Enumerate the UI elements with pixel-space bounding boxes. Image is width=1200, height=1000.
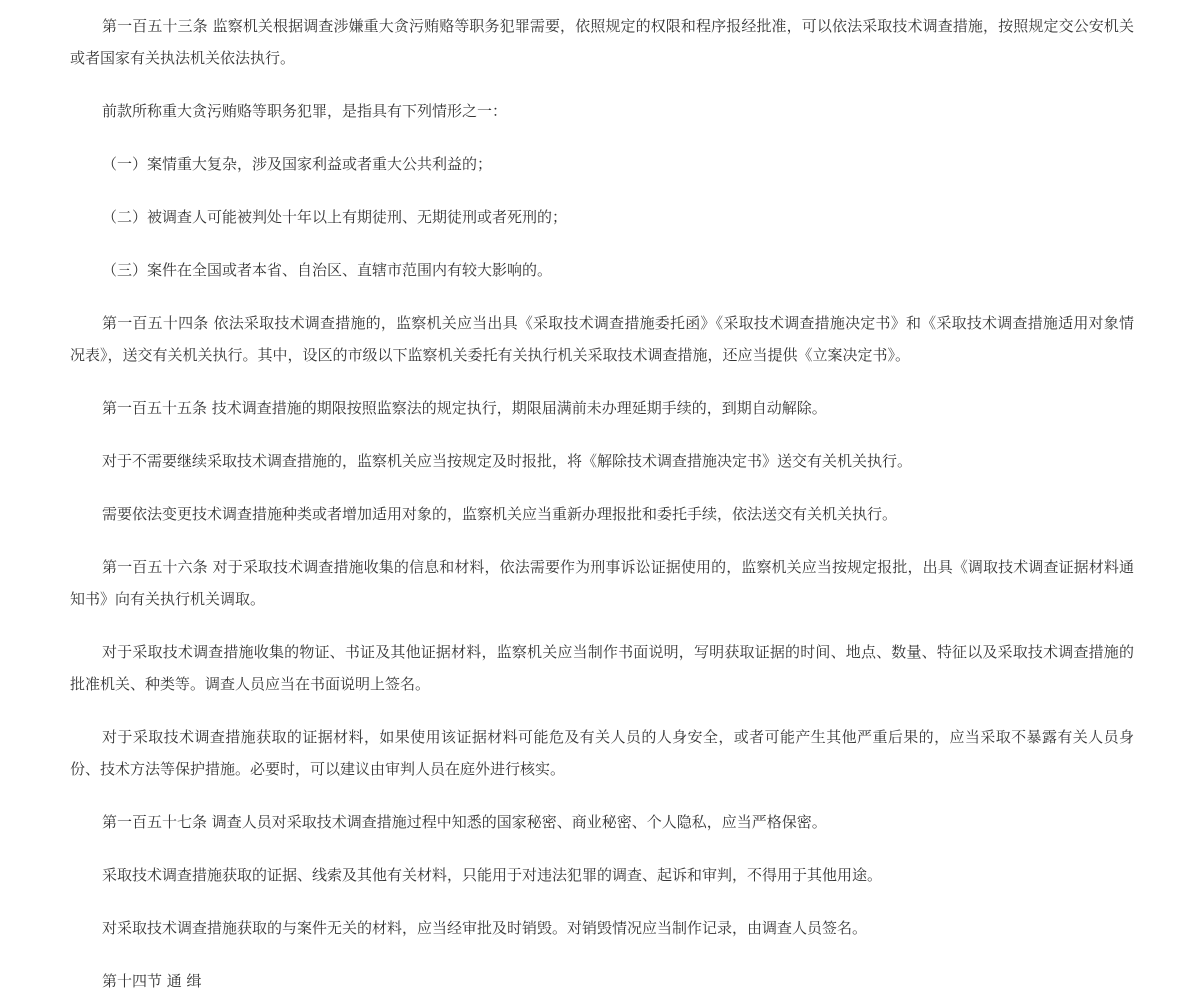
article-156-paragraph: 第一百五十六条 对于采取技术调查措施收集的信息和材料，依法需要作为刑事诉讼证据使用的，监察机关应当按规定报批，出具《调取技术调查证据材料通知书》向有关执行机关调取。: [70, 558, 1134, 608]
protection-measures-paragraph: 对于采取技术调查措施获取的证据材料，如果使用该证据材料可能危及有关人员的人身安全，或者可能产生其他严重后果的，应当采取不暴露有关人员身份、技术方法等保护措施。必要时，可以建议由审判人员在庭外进行核实。: [70, 728, 1134, 778]
written-statement-paragraph: 对于采取技术调查措施收集的物证、书证及其他证据材料，监察机关应当制作书面说明，写明获取证据的时间、地点、数量、特征以及采取技术调查措施的批准机关、种类等。调查人员应当在书面说明上签名。: [70, 643, 1134, 693]
destruction-paragraph: 对采取技术调查措施获取的与案件无关的材料，应当经审批及时销毁。对销毁情况应当制作记录，由调查人员签名。: [102, 919, 868, 937]
change-measures-paragraph: 需要依法变更技术调查措施种类或者增加适用对象的，监察机关应当重新办理报批和委托手续，依法送交有关机关执行。: [102, 505, 898, 523]
condition-item-2: （二）被调查人可能被判处十年以上有期徒刑、无期徒刑或者死刑的；: [102, 208, 568, 226]
section-heading: 第十四节 通 缉: [102, 972, 202, 990]
definition-paragraph: 前款所称重大贪污贿赂等职务犯罪，是指具有下列情形之一：: [102, 102, 508, 120]
usage-limit-paragraph: 采取技术调查措施获取的证据、线索及其他有关材料，只能用于对违法犯罪的调查、起诉和审判，不得用于其他用途。: [102, 866, 883, 884]
condition-item-3: （三）案件在全国或者本省、自治区、直辖市范围内有较大影响的。: [102, 261, 553, 279]
article-155-paragraph: 第一百五十五条 技术调查措施的期限按照监察法的规定执行，期限届满前未办理延期手续的，到期自动解除。: [102, 399, 827, 417]
condition-item-1: （一）案情重大复杂，涉及国家利益或者重大公共利益的；: [102, 155, 493, 173]
article-153-paragraph: 第一百五十三条 监察机关根据调查涉嫌重大贪污贿赂等职务犯罪需要，依照规定的权限和程序报经批准，可以依法采取技术调查措施，按照规定交公安机关或者国家有关执法机关依法执行。: [70, 17, 1134, 67]
article-154-paragraph: 第一百五十四条 依法采取技术调查措施的，监察机关应当出具《采取技术调查措施委托函》《采取技术调查措施决定书》和《采取技术调查措施适用对象情况表》，送交有关机关执行。其中，设区的市级以下监察机关委托有关执行机关采取技术调查措施，还应当提供《立案决定书》。: [70, 314, 1134, 364]
release-measures-paragraph: 对于不需要继续采取技术调查措施的，监察机关应当按规定及时报批，将《解除技术调查措施决定书》送交有关机关执行。: [102, 452, 913, 470]
article-157-paragraph: 第一百五十七条 调查人员对采取技术调查措施过程中知悉的国家秘密、商业秘密、个人隐私，应当严格保密。: [102, 813, 827, 831]
document-body: [70, 0, 1134, 997]
